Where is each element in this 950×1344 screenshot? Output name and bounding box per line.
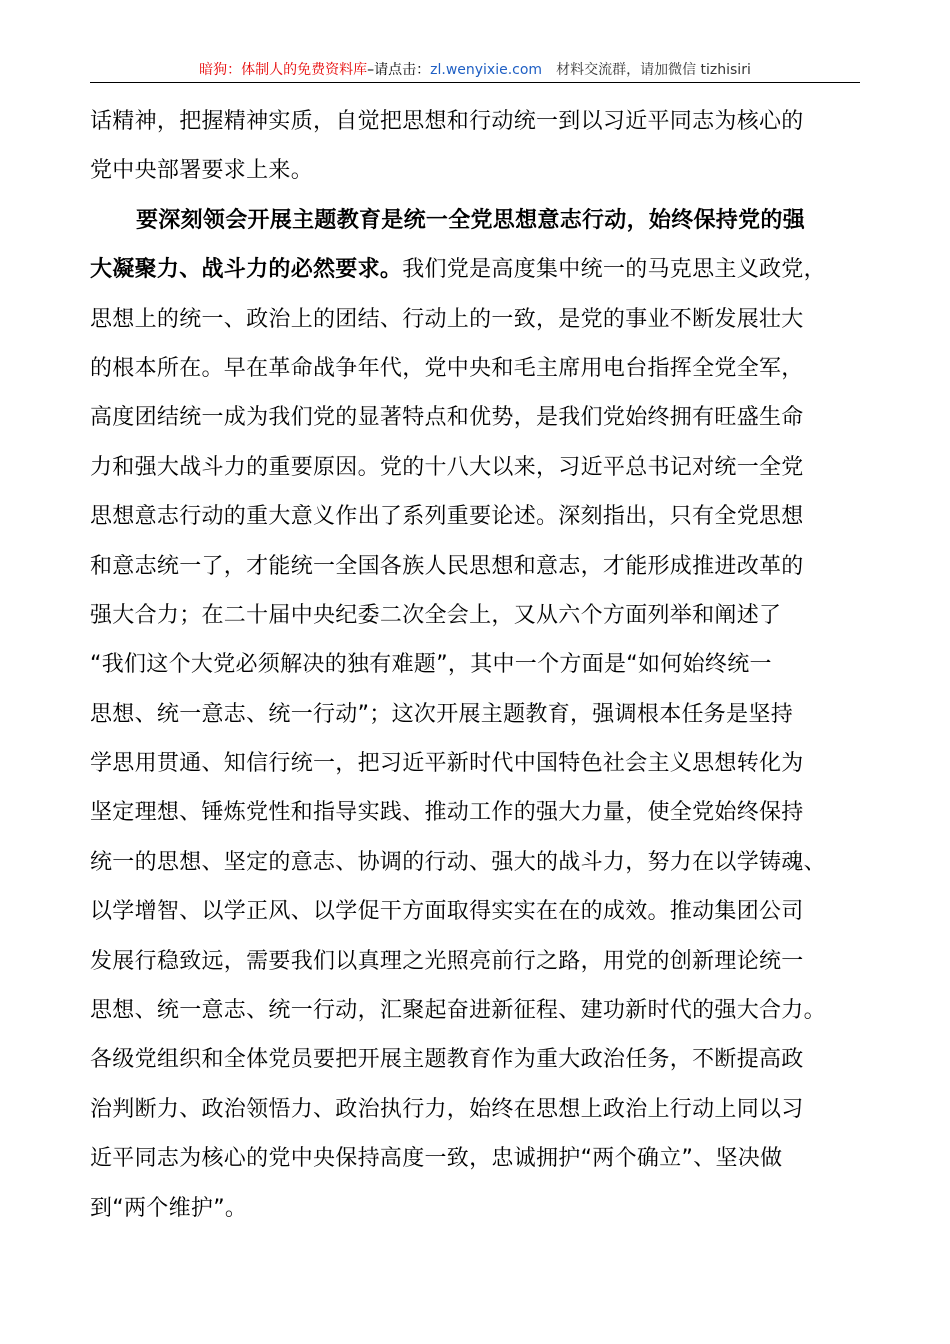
header-prompt: –请点击： (367, 62, 431, 78)
text-line: 力和强大战斗力的重要原因。党的十八大以来，习近平总书记对统一全党 (90, 454, 804, 480)
text-line: 发展行稳致远，需要我们以真理之光照亮前行之路，用党的创新理论统一 (90, 948, 804, 974)
text-line: 话精神，把握精神实质，自觉把思想和行动统一到以习近平同志为核心的 (90, 109, 804, 134)
paragraph-start: 我们党是高度集中统一的马克思主义政党， (402, 257, 826, 283)
text-line: 的根本所在。早在革命战争年代，党中央和毛主席用电台指挥全党全军， (90, 355, 804, 381)
section-heading: 要深刻领会开展主题教育是统一全党思想意志行动，始终保持党的强 (136, 207, 806, 233)
text-line: 学思用贯通、知信行统一，把习近平新时代中国特色社会主义思想转化为 (90, 751, 804, 777)
text-line: 高度团结统一成为我们党的显著特点和优势，是我们党始终拥有旺盛生命 (90, 405, 804, 431)
text-line: 思想意志行动的重大意义作出了系列重要论述。深刻指出，只有全党思想 (90, 504, 804, 530)
text-line: “我们这个大党必须解决的独有难题”，其中一个方面是“如何始终统一 (90, 652, 772, 678)
text-line: 统一的思想、坚定的意志、协调的行动、强大的战斗力，努力在以学铸魂、 (90, 849, 826, 875)
text-line: 以学增智、以学正风、以学促干方面取得实实在在的成效。推动集团公司 (90, 899, 804, 925)
text-line: 思想、统一意志、统一行动，汇聚起奋进新征程、建功新时代的强大合力。 (90, 998, 826, 1024)
text-line: 近平同志为核心的党中央保持高度一致，忠诚拥护“两个确立”、坚决做 (90, 1146, 783, 1172)
text-line: 坚定理想、锤炼党性和指导实践、推动工作的强大力量，使全党始终保持 (90, 800, 804, 826)
text-line: 各级党组织和全体党员要把开展主题教育作为重大政治任务，不断提高政 (90, 1047, 804, 1073)
text-line: 治判断力、政治领悟力、政治执行力，始终在思想上政治上行动上同以习 (90, 1096, 804, 1122)
document-body (90, 97, 862, 1233)
header-contact: 材料交流群，请加微信 tizhisiri (556, 62, 751, 78)
header-site-name: 暗狗：体制人的免费资料库 (199, 62, 368, 78)
text-line: 思想上的统一、政治上的团结、行动上的一致，是党的事业不断发展壮大 (90, 306, 804, 332)
text-line: 思想、统一意志、统一行动”；这次开展主题教育，强调根本任务是坚持 (90, 701, 793, 727)
page-header (90, 58, 860, 83)
text-line: 党中央部署要求上来。 (90, 158, 314, 184)
section-heading-end: 大凝聚力、战斗力的必然要求。 (90, 257, 403, 283)
header-url-link[interactable]: zl.wenyixie.com (430, 62, 543, 78)
text-line: 强大合力；在二十届中央纪委二次全会上，又从六个方面列举和阐述了 (90, 602, 782, 628)
text-line: 和意志统一了，才能统一全国各族人民思想和意志，才能形成推进改革的 (90, 553, 804, 579)
heading-continuation-line (90, 245, 862, 294)
text-line: 到“两个维护”。 (90, 1195, 248, 1221)
